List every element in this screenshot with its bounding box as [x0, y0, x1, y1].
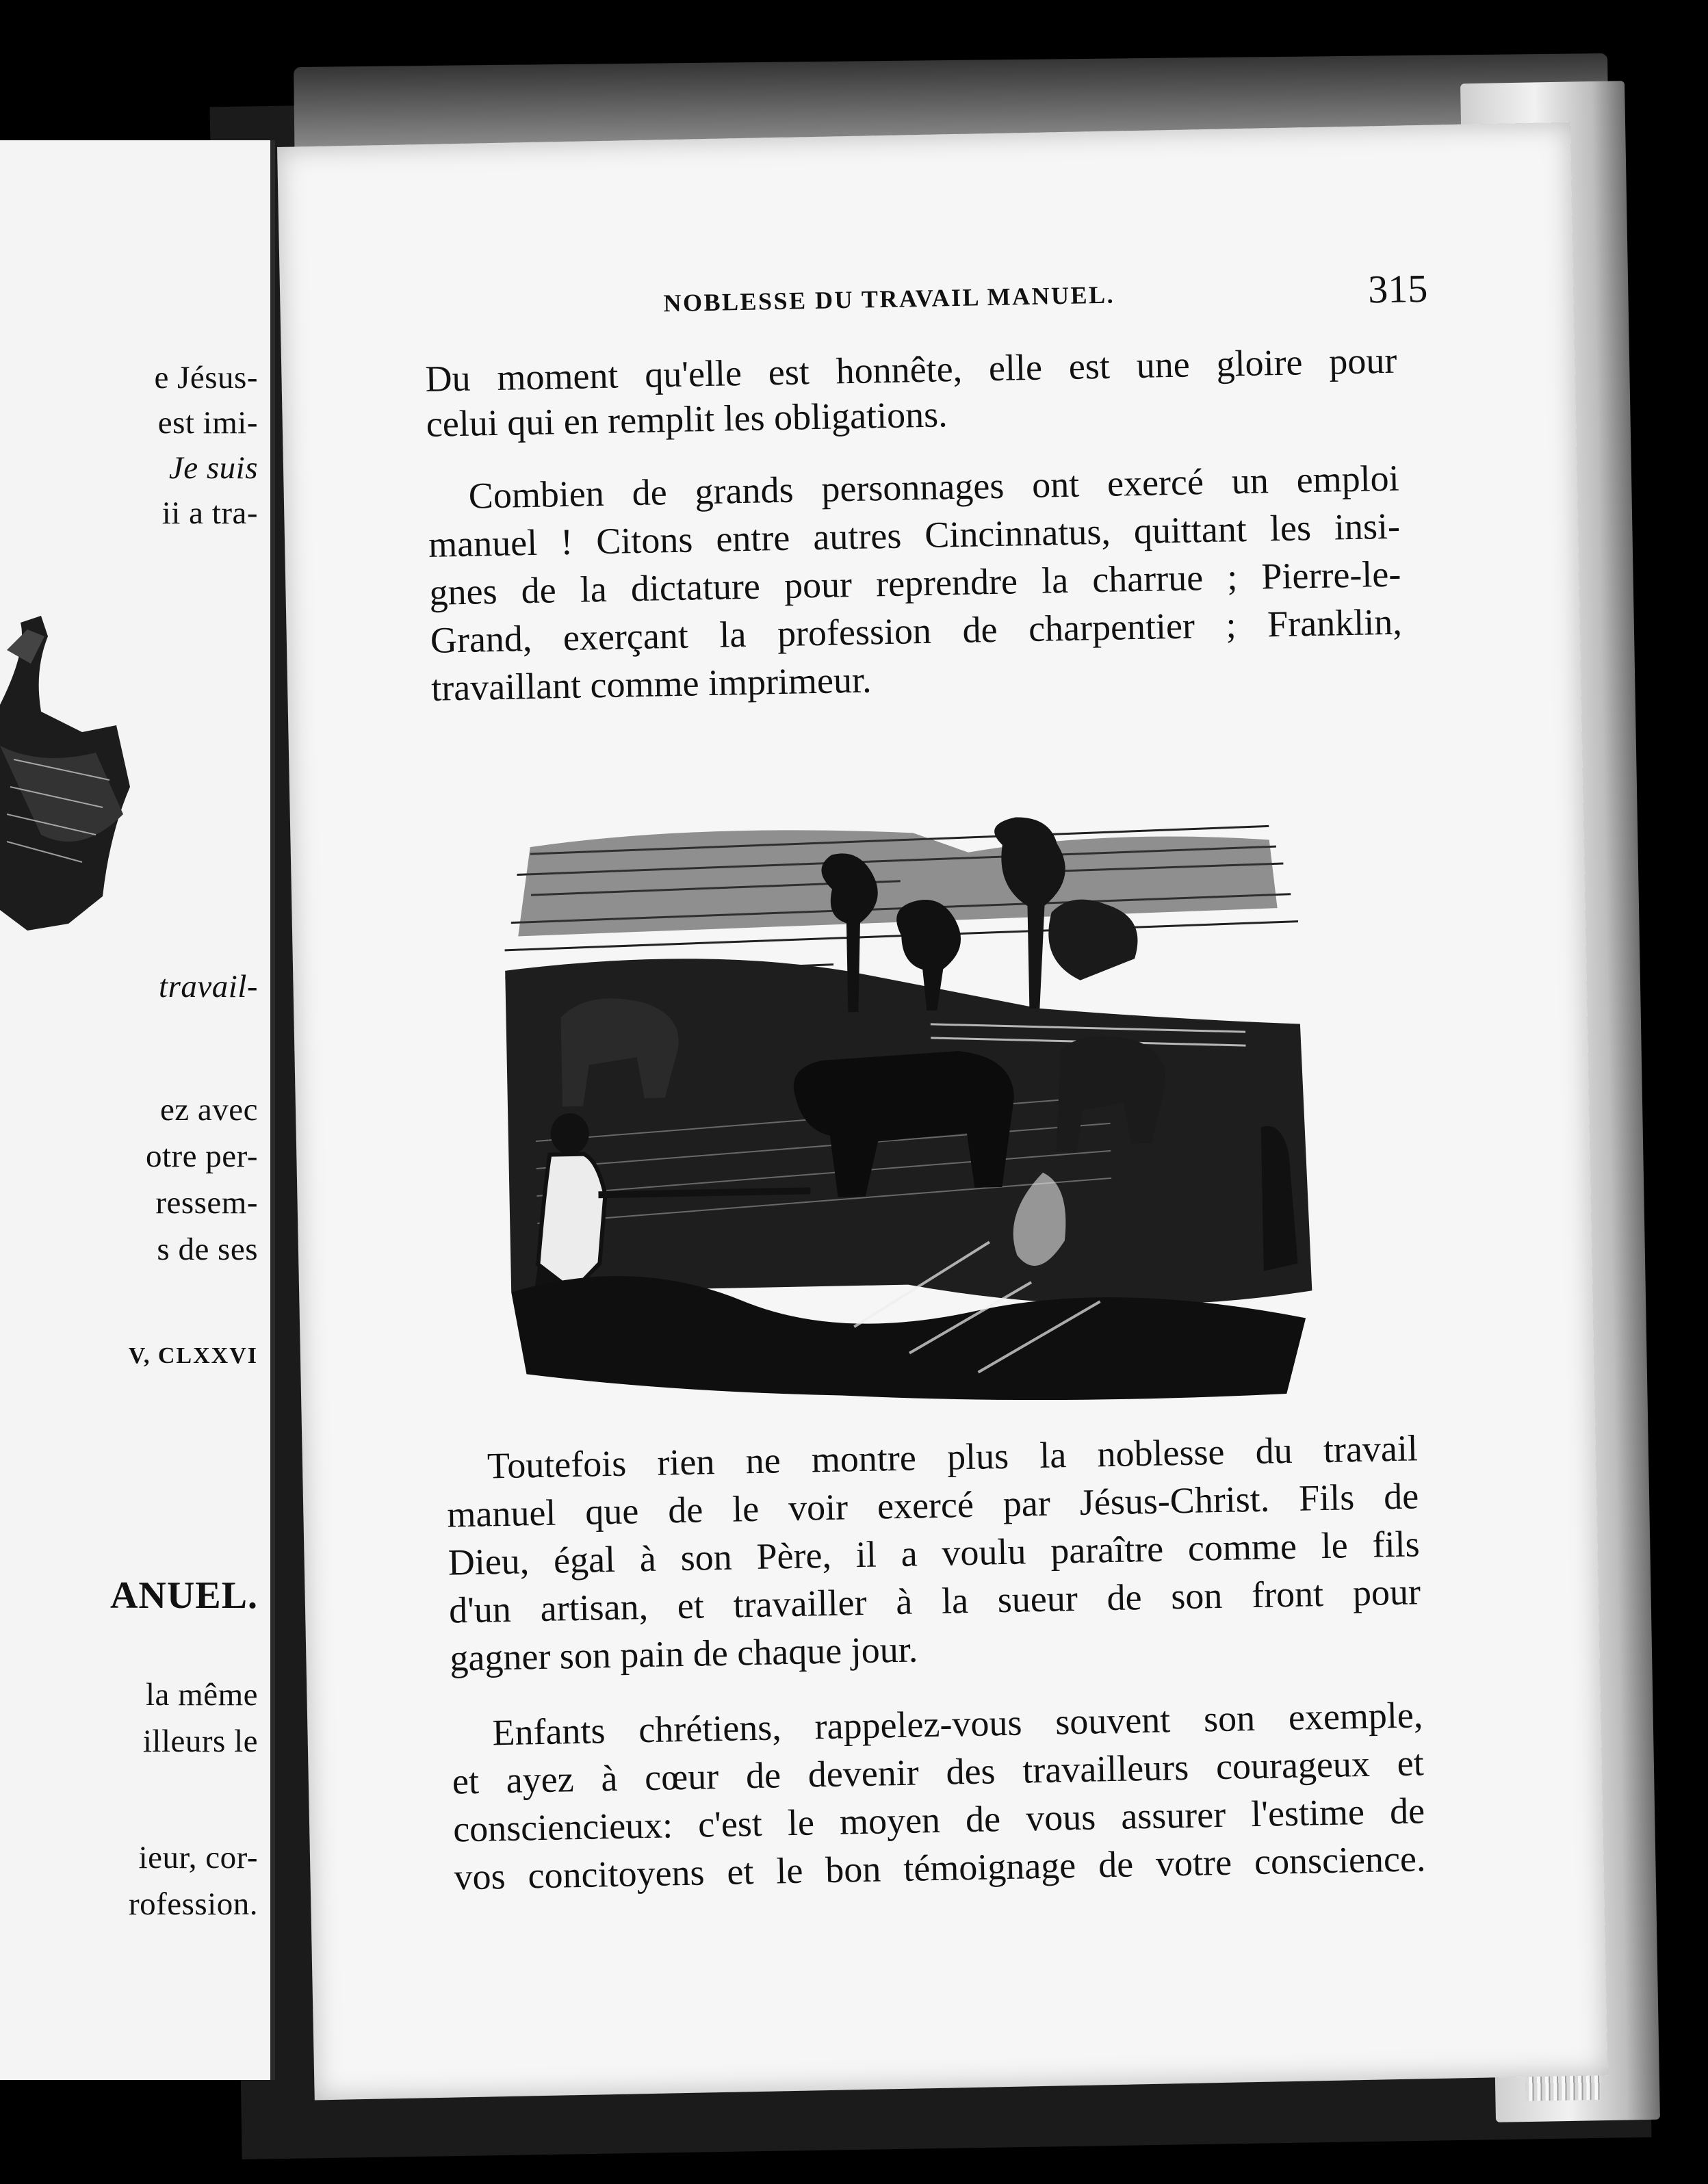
paragraph3-line: manuel que de le voir exercé par Jésus-Christ. Fils de: [446, 1475, 1419, 1535]
left-text-line: travail-: [159, 969, 258, 1004]
paragraph2-line: Combien de grands personnages ont exercé un emploi: [468, 457, 1400, 517]
left-page: [0, 140, 275, 2080]
right-page: [277, 122, 1607, 2101]
left-text-line: s de ses: [157, 1232, 258, 1267]
paragraph3-line: Toutefois rien ne montre plus la noblesse du travail: [487, 1427, 1419, 1487]
left-heading: ANUEL.: [109, 1574, 258, 1617]
paragraph3-line: Dieu, égal à son Père, il a voulu paraître comme le fils: [448, 1523, 1421, 1583]
left-text-line: illeurs le: [142, 1724, 258, 1759]
left-text-line: ii a tra-: [161, 495, 258, 531]
paragraph4-line: vos concitoyens et le bon témoignage de votre conscience.: [454, 1838, 1426, 1898]
paragraph4-line: et ayez à cœur de devenir des travailleurs courageux et: [452, 1742, 1425, 1802]
paragraph3-line: gagner son pain de chaque jour.: [449, 1628, 918, 1679]
left-text-line: est imi-: [157, 405, 258, 441]
paragraph4-line: consciencieux: c'est le moyen de vous assurer l'estime de: [452, 1790, 1425, 1850]
paragraph2-line: gnes de la dictature pour reprendre la charrue ; Pierre-le-: [428, 553, 1401, 613]
plowing-scene-engraving: [489, 798, 1321, 1416]
paragraph2-line: Grand, exerçant la profession de charpentier ; Franklin,: [430, 601, 1403, 661]
left-page-engraving-fragment: [0, 609, 137, 937]
page-number: 315: [1367, 265, 1428, 312]
paragraph2-line: travaillant comme imprimeur.: [430, 659, 872, 709]
running-head: NOBLESSE DU TRAVAIL MANUEL.: [663, 281, 1115, 317]
paragraph2-line: manuel ! Citons entre autres Cincinnatus, quittant les insi-: [428, 505, 1401, 565]
paragraph1-line: Du moment qu'elle est honnête, elle est une gloire pour: [424, 339, 1397, 400]
left-text-line: ieur, cor-: [138, 1840, 258, 1875]
left-citation: V, CLXXVI: [128, 1343, 258, 1368]
left-text-line: la même: [145, 1677, 258, 1713]
left-text-line: ez avec: [159, 1092, 258, 1128]
paragraph1-line: celui qui en remplit les obligations.: [426, 393, 948, 445]
left-text-line: otre per-: [145, 1139, 258, 1174]
left-text-line: rofession.: [128, 1886, 258, 1922]
left-text-line: Je suis: [168, 450, 258, 486]
left-text-line: e Jésus-: [154, 360, 258, 395]
left-text-line: ressem-: [155, 1185, 258, 1221]
paragraph4-line: Enfants chrétiens, rappelez-vous souvent son exemple,: [491, 1694, 1423, 1754]
paragraph3-line: d'un artisan, et travailler à la sueur de son front pour: [448, 1571, 1421, 1631]
